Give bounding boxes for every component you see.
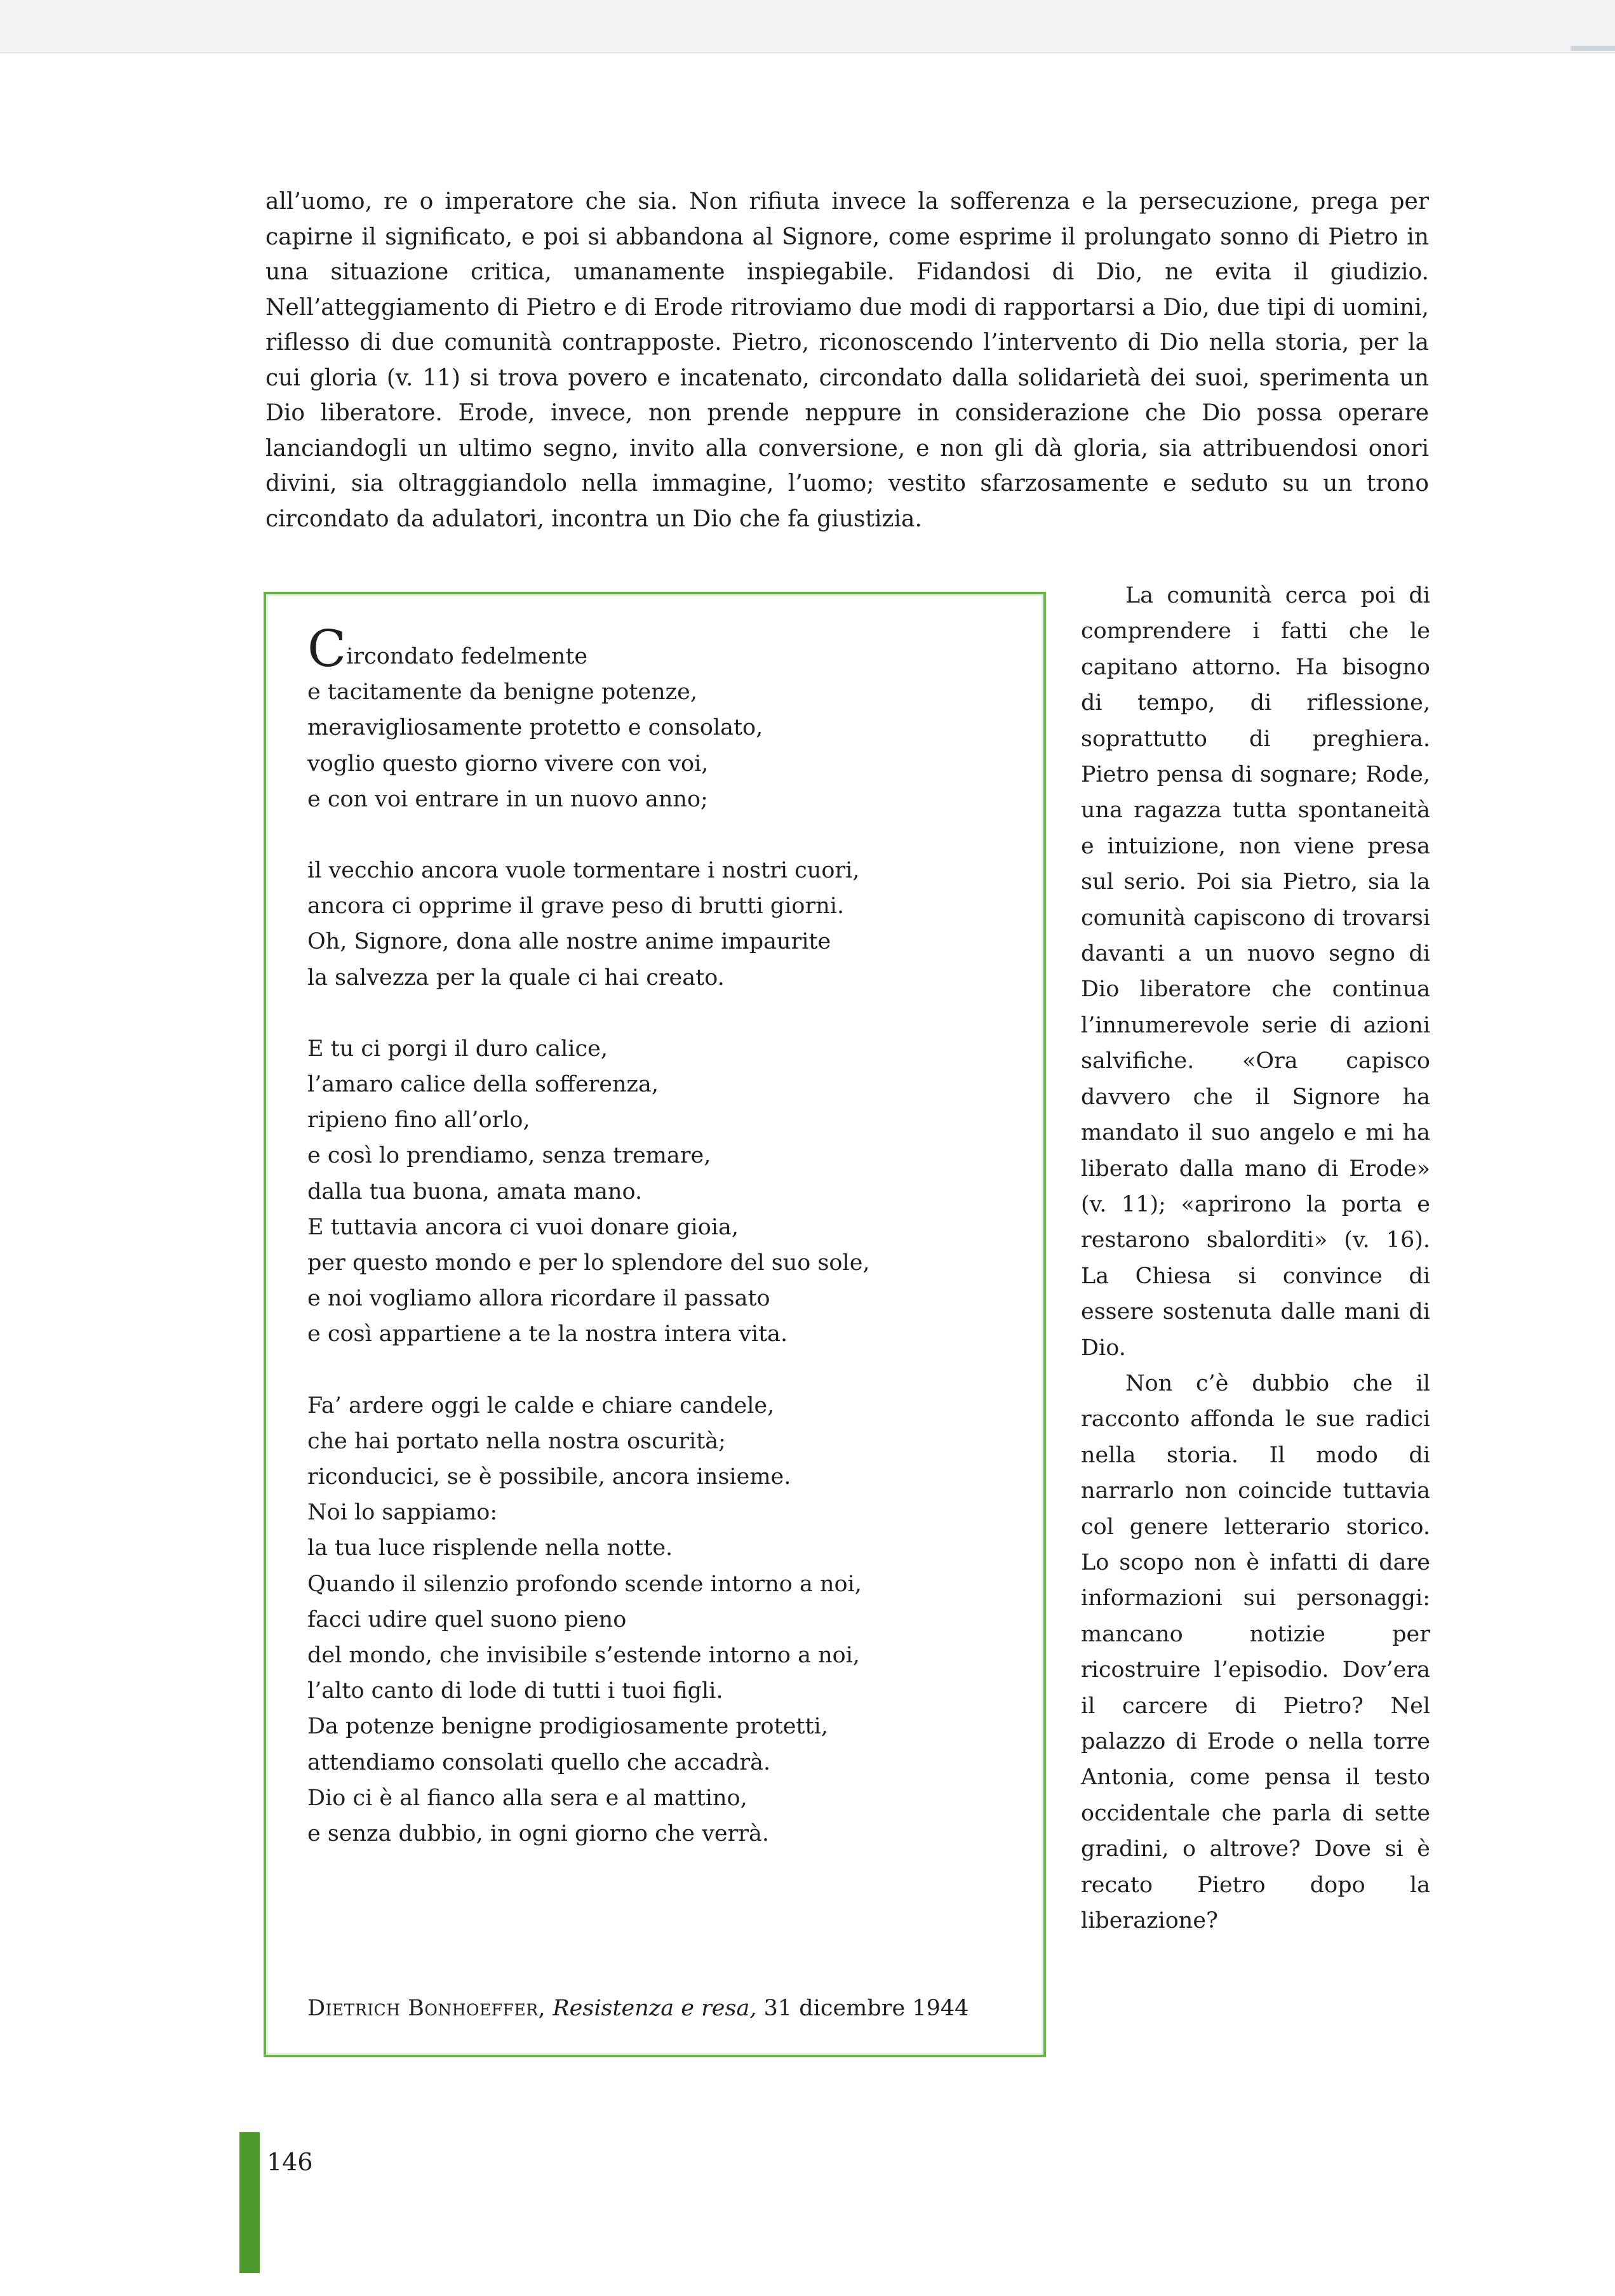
poem-line-text: ircondato fedelmente [346, 644, 588, 669]
attribution-date: 31 dicembre 1944 [763, 1996, 969, 2021]
poem-line: e così appartiene a te la nostra intera vita. [307, 1321, 788, 1347]
side-paragraph: La comunità cerca poi di comprendere i fatti che le capitano attorno. Ha bisogno di tempo, di riflessione, soprattutto di preghiera. Pietro pensa di sognare; Rode, una ragazza tutta spontaneità e intuizione, non viene presa sul serio. Poi sia Pietro, sia la comunità capiscono di trovarsi davanti a un nuovo segno di Dio liberatore che continua l’innumerevole serie di azioni salvifiche. «Ora capisco davvero che il Signore ha mandato il suo angelo e mi ha liberato dalla mano di Erode» (v. 11); «aprirono la porta e restarono sbalorditi» (v. 16). La Chiesa si convince di essere sostenuta dalle mani di Dio. [1081, 583, 1430, 1361]
poem-line: la tua luce risplende nella notte. [307, 1535, 673, 1561]
poem-attribution [307, 1994, 968, 2023]
poem-line [307, 619, 1019, 678]
page-top-edge [0, 0, 1615, 53]
poem-line: riconducici, se è possibile, ancora insieme. [307, 1464, 791, 1490]
poem-line: meravigliosamente protetto e consolato, [307, 715, 763, 741]
page-edge-mark [1571, 46, 1615, 51]
poem-line: Fa’ ardere oggi le calde e chiare candele, [307, 1392, 775, 1418]
poem-line: e tacitamente da benigne potenze, [307, 679, 697, 705]
attribution-author: Dietrich Bonhoeffer, [307, 1996, 546, 2021]
poem-stanza [307, 1388, 1019, 1852]
poem-line: Dio ci è al fianco alla sera e al mattino, [307, 1785, 747, 1811]
poem-line: del mondo, che invisibile s’estende intorno a noi, [307, 1643, 861, 1669]
poem-line: ancora ci opprime il grave peso di brutti giorni. [307, 893, 845, 919]
footer-accent-bar [239, 2132, 260, 2273]
poem-line: Oh, Signore, dona alle nostre anime impaurite [307, 929, 831, 955]
poem-line: attendiamo consolati quello che accadrà. [307, 1749, 771, 1775]
poem-line: l’amaro calice della sofferenza, [307, 1072, 659, 1098]
poem-line: E tu ci porgi il duro calice, [307, 1036, 608, 1062]
poem-stanza [307, 1031, 1019, 1352]
poem-line: e con voi entrare in un nuovo anno; [307, 786, 708, 812]
poem-line: facci udire quel suono pieno [307, 1606, 627, 1632]
page-number: 146 [267, 2148, 313, 2176]
drop-cap: C [307, 619, 347, 678]
poem-line: e così lo prendiamo, senza tremare, [307, 1143, 711, 1169]
attribution-title: Resistenza e resa, [553, 1996, 757, 2021]
poem-line: e senza dubbio, in ogni giorno che verrà. [307, 1821, 770, 1847]
poem-line: voglio questo giorno vivere con voi, [307, 751, 709, 777]
poem-line: l’alto canto di lode di tutti i tuoi figli. [307, 1678, 723, 1704]
side-column [1081, 578, 1430, 1939]
poem-line: e noi vogliamo allora ricordare il passato [307, 1286, 770, 1312]
poem-line: ripieno fino all’orlo, [307, 1107, 530, 1133]
intro-paragraph: all’uomo, re o imperatore che sia. Non rifiuta invece la sofferenza e la persecuzione, prega per capirne il significato, e poi si abbandona al Signore, come esprime il prolungato sonno di Pietro in una situazione critica, umanamente inspiegabile. Fidandosi di Dio, ne evita il giudizio. Nell’atteggiamento di Pietro e di Erode ritroviamo due modi di rapportarsi a Dio, due tipi di uomini, riflesso di due comunità contrapposte. Pietro, riconoscendo l’intervento di Dio nella storia, per la cui gloria (v. 11) si trova povero e incatenato, circondato dalla solidarietà dei suoi, sperimenta un Dio liberatore. Erode, invece, non prende neppure in considerazione che Dio possa operare lanciandogli un ultimo segno, invito alla conversione, e non gli dà gloria, sia attribuendosi onori divini, sia oltraggiandolo nella immagine, l’uomo; vestito sfarzosamente e seduto su un trono circondato da adulatori, incontra un Dio che fa giustizia. [265, 189, 1429, 532]
poem-line: Quando il silenzio profondo scende intorno a noi, [307, 1571, 862, 1597]
poem-line: dalla tua buona, amata mano. [307, 1178, 643, 1205]
poem-line: E tuttavia ancora ci vuoi donare gioia, [307, 1214, 739, 1240]
side-paragraph: Non c’è dubbio che il racconto affonda le sue radici nella storia. Il modo di narrarlo non coincide tuttavia col genere letterario storico. Lo scopo non è infatti di dare informazioni sui personaggi: mancano notizie per ricostruire l’episodio. Dov’era il carcere di Pietro? Nel palazzo di Erode o nella torre Antonia, come pensa il testo occidentale che parla di sette gradini, o altrove? Dove si è recato Pietro dopo la liberazione? [1081, 1370, 1430, 1934]
poem [307, 619, 1019, 1887]
poem-line: che hai portato nella nostra oscurità; [307, 1428, 726, 1454]
poem-line: Da potenze benigne prodigiosamente protetti, [307, 1714, 828, 1740]
poem-line: per questo mondo e per lo splendore del suo sole, [307, 1250, 870, 1276]
poem-line: la salvezza per la quale ci hai creato. [307, 964, 725, 991]
poem-line: il vecchio ancora vuole tormentare i nostri cuori, [307, 858, 860, 884]
poem-line: Noi lo sappiamo: [307, 1500, 498, 1526]
poem-stanza [307, 619, 1019, 817]
poem-stanza [307, 853, 1019, 996]
